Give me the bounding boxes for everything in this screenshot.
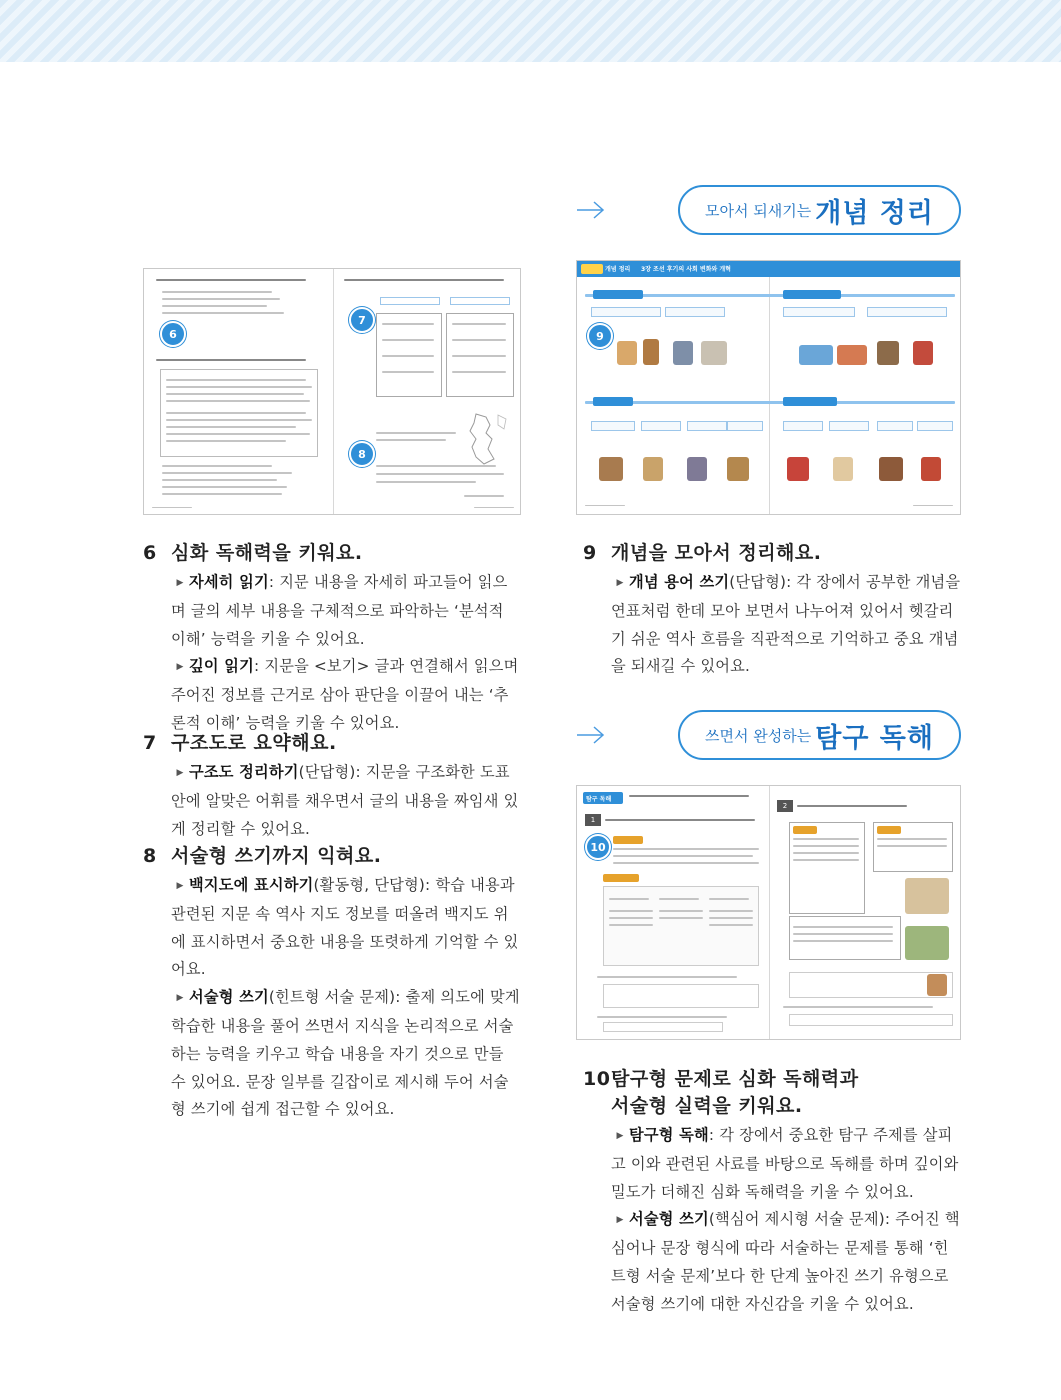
- section-8: 8 서술형 쓰기까지 익혀요. ▶ 백지도에 표시하기(활동형, 단답형): 학습 내용과 관련된 지문 속 역사 지도 정보를 떠올려 백지도 위에 표시하면서 중요한 내용을 또렷하게 기억할 수 있어요. ▶ 서술형 쓰기(힌트형 서술 문제): 출제 의도에 맞게 학습한 내용을 풀어 쓰면서 지식을 논리적으로 서술하는 능력을 키우고 학습 내용을 자기 것으로 만들 수 있어요. 문장 일부를 길잡이로 제시해 두어 서술형 쓰기에 쉽게 접근할 수 있어요.: [143, 845, 520, 1119]
- top-pattern-band: [0, 0, 1061, 62]
- badge-10: 10: [585, 834, 611, 860]
- section-6-title: 심화 독해력을 키워요.: [171, 542, 363, 564]
- inquiry-reading-pill: 쓰면서 완성하는 탐구 독해: [678, 710, 961, 760]
- section-10-title-line2: 서술형 실력을 키워요.: [611, 1095, 803, 1117]
- right-arrow-icon: [576, 725, 606, 745]
- triangle-bullet-icon: ▶: [176, 662, 184, 673]
- triangle-bullet-icon: ▶: [176, 578, 184, 588]
- thumbnail-spread-concept: 개념 정리 3장 조선 후기의 사회 변화와 개혁 9: [576, 260, 961, 515]
- right-arrow-icon: [576, 200, 606, 220]
- section-6: 6 심화 독해력을 키워요. ▶ 자세히 읽기: 지문 내용을 자세히 파고들어 읽으며 글의 세부 내용을 구체적으로 파악하는 ‘분석적 이해’ 능력을 키울 수 있어요. ▶ 깊이 읽기: 지문을 <보기> 글과 연결해서 읽으며 주어진 정보를 근거로 삼아 판단을 이끌어 내는 ‘추론적 이해’ 능력을 키울 수 있어요.: [143, 542, 519, 732]
- section-7-title: 구조도로 요약해요.: [171, 732, 337, 754]
- badge-8: 8: [349, 441, 375, 467]
- badge-6: 6: [160, 321, 186, 347]
- thumbnail-spread-reading: [143, 268, 521, 515]
- section-10: 10탐구형 문제로 심화 독해력과 서술형 실력을 키워요. ▶ 탐구형 독해: 각 장에서 중요한 탐구 주제를 살피고 이와 관련된 사료를 바탕으로 독해를 하며 깊이와 밀도가 더해진 심화 독해력을 키울 수 있어요. ▶ 서술형 쓰기(핵심어 제시형 서술 문제): 주어진 핵심어나 문장 형식에 따라 서술하는 문제를 통해 ‘힌트형 서술 문제’보다 한 단계 높아진 쓰기 유형으로 서술형 쓰기에 대한 자신감을 키울 수 있어요.: [583, 1068, 960, 1313]
- section-10-title: 탐구형 문제로 심화 독해력과: [611, 1068, 859, 1090]
- concept-summary-pill: 모아서 되새기는 개념 정리: [678, 185, 961, 235]
- triangle-bullet-icon: ▶: [616, 578, 624, 588]
- triangle-bullet-icon: ▶: [616, 1131, 624, 1141]
- thumbnail-spread-inquiry: 탐구 독해 1 10 2: [576, 785, 961, 1040]
- badge-7: 7: [349, 307, 375, 333]
- triangle-bullet-icon: ▶: [176, 881, 184, 891]
- section-7: 7 구조도로 요약해요. ▶ 구조도 정리하기(단답형): 지문을 구조화한 도표 안에 알맞은 어휘를 채우면서 글의 내용을 짜임새 있게 정리할 수 있어요.: [143, 732, 519, 838]
- blank-map-icon: [446, 409, 516, 469]
- triangle-bullet-icon: ▶: [176, 768, 184, 778]
- section-9: 9 개념을 모아서 정리해요. ▶ 개념 용어 쓰기(단답형): 각 장에서 공부한 개념을 연표처럼 한데 모아 보면서 나누어져 있어서 헷갈리기 쉬운 역사 흐름을 직관적으로 기억하고 중요 개념을 되새길 수 있어요.: [583, 542, 961, 676]
- section-9-title: 개념을 모아서 정리해요.: [611, 542, 822, 564]
- badge-9: 9: [587, 323, 613, 349]
- section-8-title: 서술형 쓰기까지 익혀요.: [171, 845, 382, 867]
- triangle-bullet-icon: ▶: [616, 1215, 624, 1226]
- triangle-bullet-icon: ▶: [176, 993, 184, 1004]
